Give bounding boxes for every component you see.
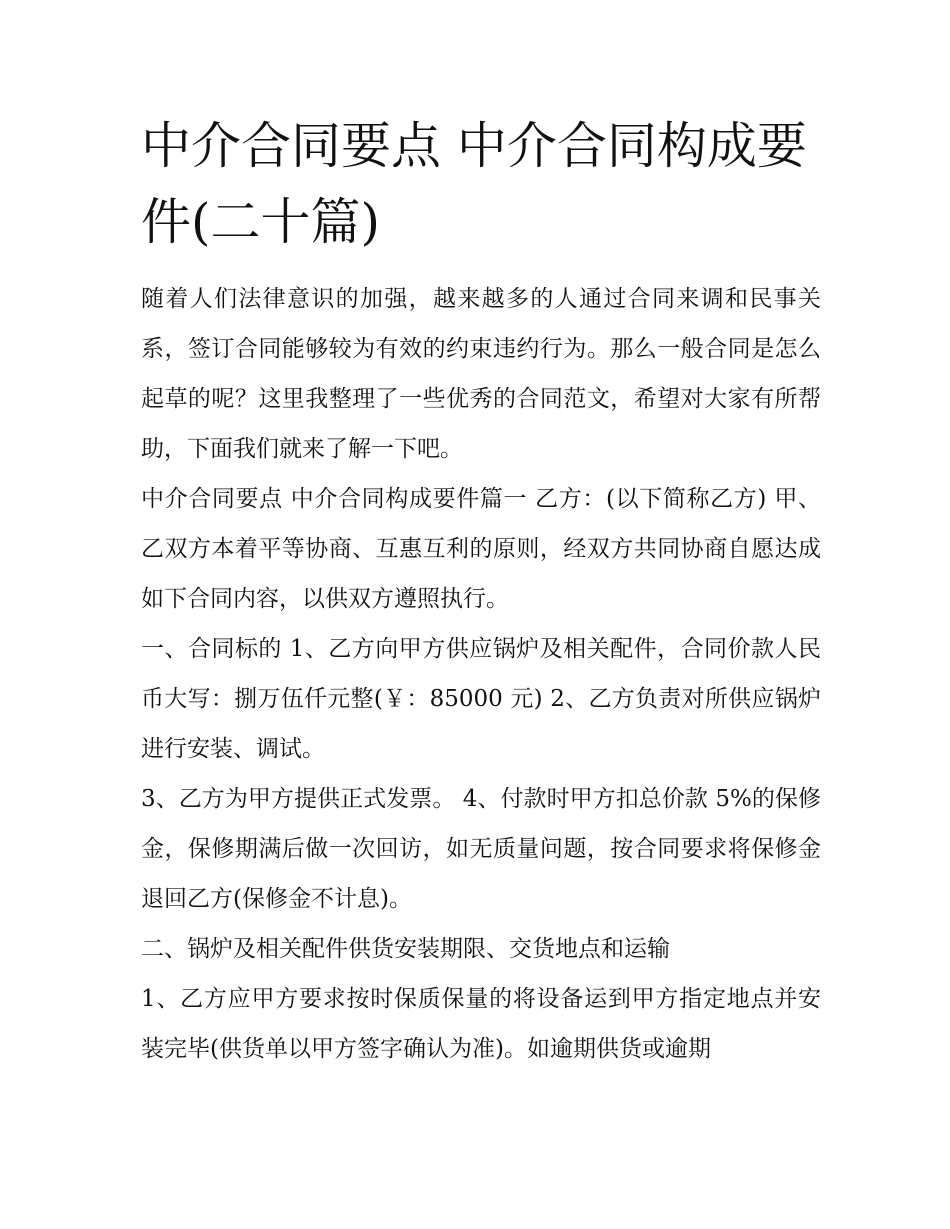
paragraph-delivery-terms: 1、乙方应甲方要求按时保质保量的将设备运到甲方指定地点并安装完毕(供货单以甲方签字确认为准)。如逾期供货或逾期 [141, 986, 821, 1062]
section-heading-delivery: 二、锅炉及相关配件供货安装期限、交货地点和运输 [141, 936, 670, 962]
paragraph-invoice-warranty: 3、乙方为甲方提供正式发票。 4、付款时甲方扣总价款 5%的保修金，保修期满后做一次回访，如无质量问题，按合同要求将保修金退回乙方(保修金不计息)。 [141, 786, 821, 912]
paragraph-part-one: 中介合同要点 中介合同构成要件篇一 乙方：(以下简称乙方) 甲、乙双方本着平等协商、互惠互利的原则，经双方共同协商自愿达成如下合同内容，以供双方遵照执行。 [141, 486, 821, 612]
paragraph-intro: 随着人们法律意识的加强，越来越多的人通过合同来调和民事关系，签订合同能够较为有效的约束违约行为。那么一般合同是怎么起草的呢？这里我整理了一些优秀的合同范文，希望对大家有所帮助，下面我们就来了解一下吧。 [141, 286, 821, 462]
document-title: 中介合同要点 中介合同构成要件(二十篇) [141, 117, 807, 251]
document-page [141, 108, 821, 1074]
paragraph-contract-subject: 一、合同标的 1、乙方向甲方供应锅炉及相关配件，合同价款人民币大写：捌万伍仟元整(￥：85000 元) 2、乙方负责对所供应锅炉进行安装、调试。 [141, 636, 821, 762]
